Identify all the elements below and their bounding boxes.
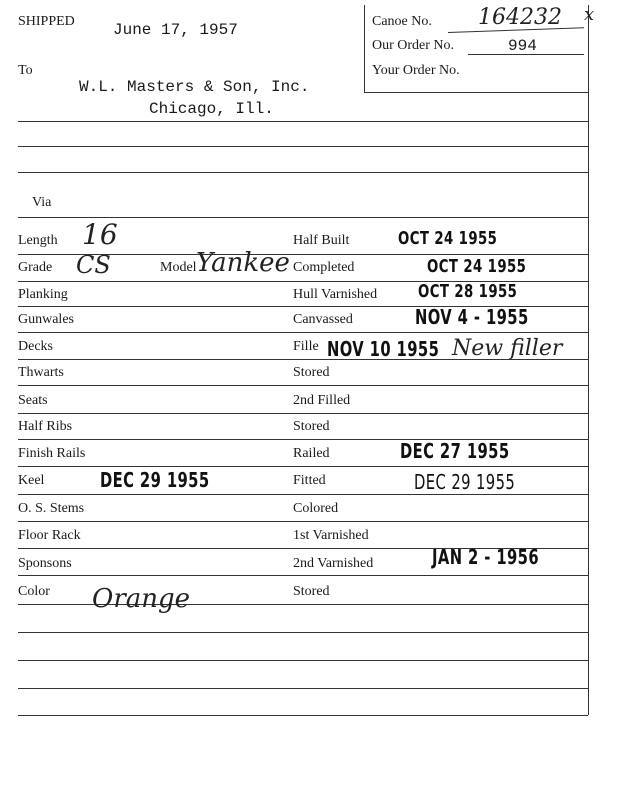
grade-value: CS — [76, 251, 111, 279]
canoe-no-label: Canoe No. — [372, 14, 432, 29]
model-label: Model — [160, 260, 197, 275]
row-line — [18, 660, 588, 661]
completed-value: OCT 24 1955 — [427, 256, 527, 277]
row-line — [18, 385, 588, 386]
canvassed-value: NOV 4 - 1955 — [415, 305, 529, 329]
address-line-3 — [18, 172, 588, 173]
colored-label: Colored — [293, 501, 339, 516]
our-order-value: 994 — [508, 37, 537, 55]
row-line — [18, 413, 588, 414]
filled-value: NOV 10 1955 — [327, 337, 440, 361]
half-ribs-label: Half Ribs — [18, 419, 73, 434]
os-stems-label: O. S. Stems — [18, 501, 85, 516]
canvassed-label: Canvassed — [293, 312, 353, 327]
railed-label: Railed — [293, 446, 330, 461]
our-order-underline — [468, 54, 584, 55]
shipped-label: SHIPPED — [18, 14, 75, 29]
filled-label: Fille — [293, 339, 319, 354]
seats-label: Seats — [18, 393, 48, 408]
length-value: 16 — [82, 218, 118, 251]
row-line — [18, 466, 588, 467]
to-line-2: Chicago, Ill. — [149, 100, 274, 118]
row-line — [18, 688, 588, 689]
second-varnished-value: JAN 2 - 1956 — [432, 545, 540, 569]
thwarts-label: Thwarts — [18, 365, 64, 380]
grade-label: Grade — [18, 260, 53, 275]
floor-rack-label: Floor Rack — [18, 528, 81, 543]
color-value: Orange — [92, 584, 191, 614]
row-line — [18, 521, 588, 522]
row-line — [18, 575, 588, 576]
second-varnished-label: 2nd Varnished — [293, 556, 374, 571]
half-built-value: OCT 24 1955 — [398, 228, 498, 249]
hull-varnished-label: Hull Varnished — [293, 287, 378, 302]
address-line-1 — [18, 121, 588, 122]
stored-label-3: Stored — [293, 584, 330, 599]
our-order-label: Our Order No. — [372, 38, 455, 53]
model-value: Yankee — [196, 248, 290, 278]
address-line-2 — [18, 146, 588, 147]
canoe-no-value: 164232 — [478, 5, 562, 30]
length-label: Length — [18, 233, 58, 248]
header-divider-vertical — [364, 5, 365, 93]
completed-label: Completed — [293, 260, 355, 275]
planking-label: Planking — [18, 287, 68, 302]
keel-label: Keel — [18, 473, 45, 488]
filled-note: New filler — [452, 336, 563, 361]
your-order-label: Your Order No. — [372, 63, 460, 78]
shipped-date: June 17, 1957 — [113, 21, 238, 39]
via-label: Via — [32, 195, 52, 210]
color-label: Color — [18, 584, 50, 599]
row-line — [18, 332, 588, 333]
card-right-edge — [588, 5, 589, 715]
header-bottom-line — [364, 92, 588, 93]
row-line — [18, 715, 588, 716]
fitted-value: DEC 29 1955 — [414, 470, 516, 494]
decks-label: Decks — [18, 339, 53, 354]
fitted-label: Fitted — [293, 473, 326, 488]
row-line — [18, 494, 588, 495]
stored-label-1: Stored — [293, 365, 330, 380]
finish-rails-label: Finish Rails — [18, 446, 86, 461]
railed-value: DEC 27 1955 — [400, 439, 510, 463]
gunwales-label: Gunwales — [18, 312, 74, 327]
half-built-label: Half Built — [293, 233, 350, 248]
second-filled-label: 2nd Filled — [293, 393, 351, 408]
stored-label-2: Stored — [293, 419, 330, 434]
to-line-1: W.L. Masters & Son, Inc. — [79, 78, 310, 96]
hull-varnished-value: OCT 28 1955 — [418, 281, 518, 302]
canoe-no-mark: x — [584, 4, 595, 25]
keel-value: DEC 29 1955 — [100, 468, 210, 492]
first-varnished-label: 1st Varnished — [293, 528, 369, 543]
sponsons-label: Sponsons — [18, 556, 72, 571]
row-line — [18, 632, 588, 633]
to-label: To — [18, 63, 33, 78]
